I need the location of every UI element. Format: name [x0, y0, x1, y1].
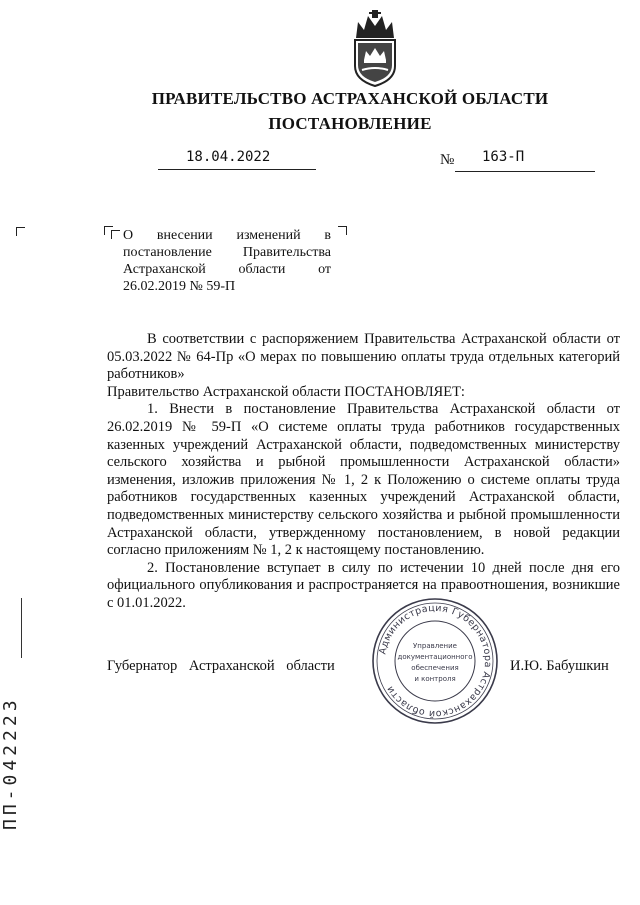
item-2-paragraph: 2. Постановление вступает в силу по истечении 10 дней после дня его официального опубликования и распространяется на правоотношения, возникшие с 01.01.2022. [107, 559, 620, 611]
stamp-line-4: и контроля [414, 675, 456, 683]
stamp-line-2: документационного [397, 653, 473, 661]
document-subject: О внесении изменений в постановление Правительства Астраханской области от 26.02.2019 № 59-П [123, 228, 331, 294]
subject-bracket-right [338, 226, 347, 235]
margin-serial-number: ПП-042223 [0, 696, 21, 830]
official-stamp-icon [370, 596, 500, 726]
coat-of-arms-icon [348, 8, 402, 88]
item-1-paragraph: 1. Внести в постановление Правительства Астраханской области от 26.02.2019 № 59-П «О системе оплаты труда работников государственных казенных учреждений Астраханской области, подведомственных министерству сельского хозяйства и рыбной промышленности Астраханской области» изменения, изложив приложения № 1, 2 к Положению о системе оплаты труда работников государственных казенных учреждений Астраханской области, подведомственных министерству сельского хозяйства и рыбной промышленности Астраханской области, утвержденному постановлением, в новой редакции согласно приложениям № 1, 2 к настоящему постановлению. [107, 401, 620, 559]
government-title: ПРАВИТЕЛЬСТВО АСТРАХАНСКОЙ ОБЛАСТИ [151, 89, 549, 108]
margin-registration-line [21, 598, 22, 658]
stamp-line-3: обеспечения [411, 664, 459, 672]
document-number: 163-П [482, 149, 525, 165]
resolves-line: Правительство Астраханской области ПОСТАНОВЛЯЕТ: [107, 383, 465, 400]
signatory-title: Губернатор Астраханской области [107, 658, 335, 674]
document-body [107, 331, 620, 613]
date-underline [158, 169, 316, 170]
document-type: ПОСТАНОВЛЕНИЕ [268, 114, 432, 133]
stamp-ring-text: Администрация Губернатора Астраханской области [377, 602, 494, 720]
subject-bracket-left-inner [111, 230, 120, 239]
signatory-name: И.Ю. Бабушкин [510, 658, 609, 674]
number-sign: № [440, 152, 455, 168]
document-date: 18.04.2022 [186, 149, 271, 165]
stamp-line-1: Управление [413, 642, 457, 650]
preamble-paragraph: В соответствии с распоряжением Правительства Астраханской области от 05.03.2022 № 64-Пр «О мерах по повышению оплаты труда отдельных категорий работников» [107, 331, 620, 383]
margin-corner-mark [16, 227, 25, 236]
number-underline [455, 171, 595, 172]
